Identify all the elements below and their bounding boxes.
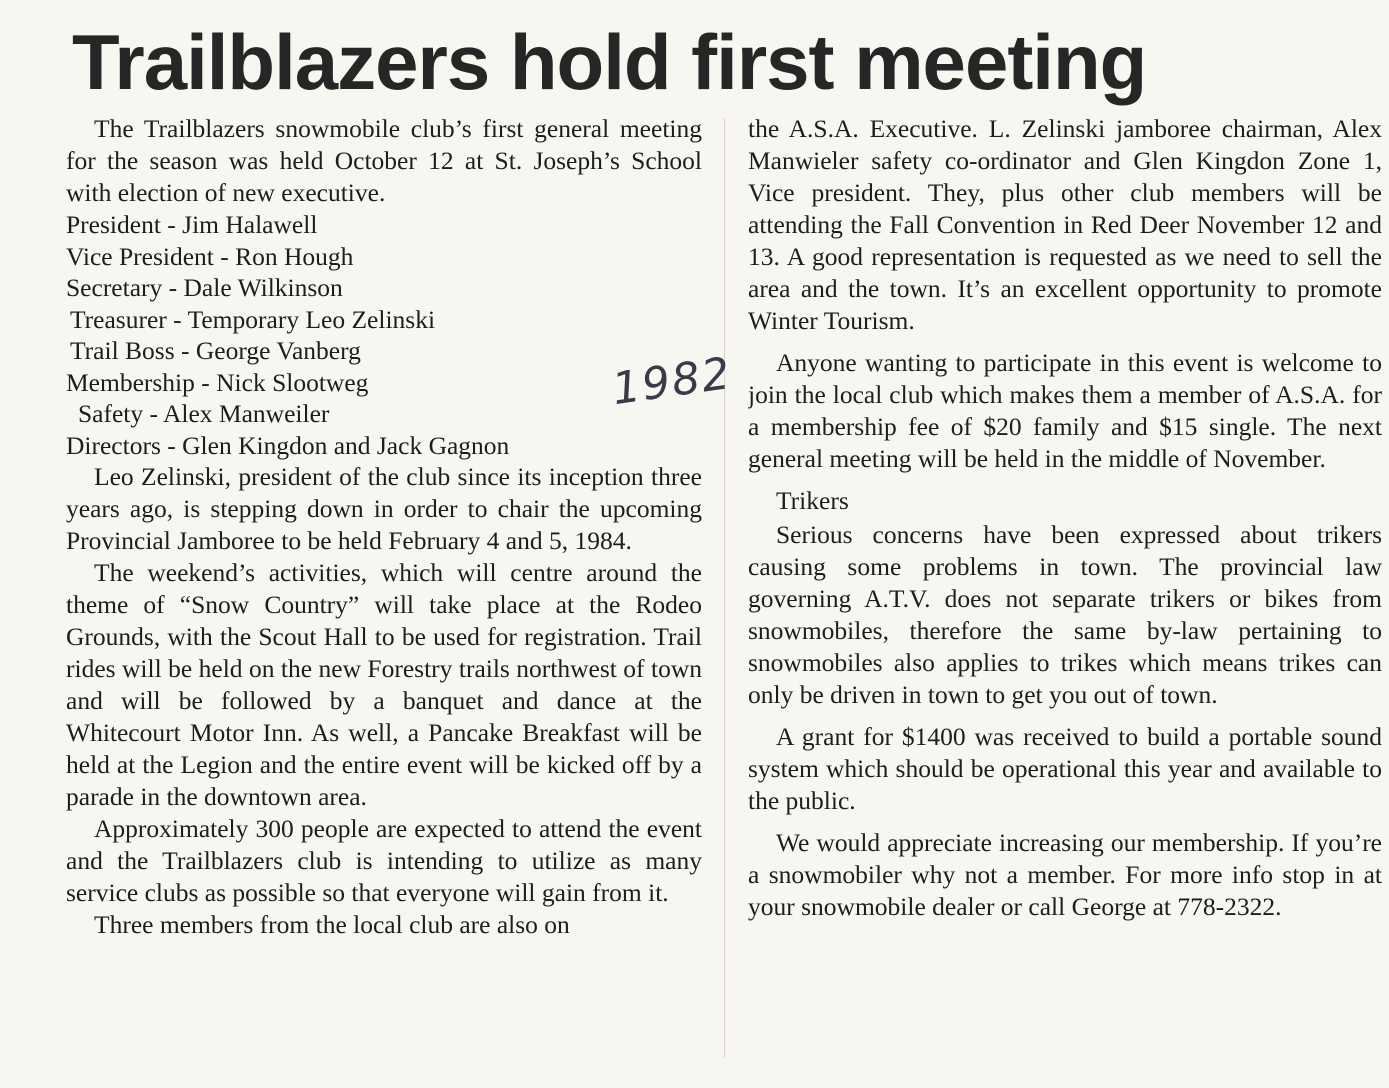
body-paragraph: Approximately 300 people are expected to attend the event and the Trailblazers club is intending to utilize as many service clubs as possible so that everyone will gain from it. [66,814,702,907]
executive-list [66,209,702,461]
executive-item-safety: Safety - Alex Manweiler [78,399,330,428]
article-column-left [66,113,702,1088]
executive-item-secretary: Secretary - Dale Wilkinson [66,273,343,302]
executive-item-treasurer: Treasurer - Temporary Leo Zelinski [70,304,436,334]
body-paragraph: Leo Zelinski, president of the club since its inception three years ago, is stepping down in order to chair the upcoming Provincial Jamboree to be held February 4 and 5, 1984. [66,462,702,555]
executive-item-membership: Membership - Nick Slootweg [66,367,369,397]
subheading-trikers: Trikers [776,486,849,515]
headline: Trailblazers hold first meeting [72,18,1147,106]
body-paragraph: We would appreciate increasing our membership. If you’re a snowmobiler why not a member. For more info stop in at your snowmobile dealer or call George at 778-2322. [748,828,1382,921]
executive-item-president: President - Jim Halawell [66,210,318,239]
body-paragraph: Three members from the local club are also on [94,910,570,939]
article-column-right [748,113,1382,1073]
body-paragraph: Serious concerns have been expressed about trikers causing some problems in town. The provincial law governing A.T.V. does not separate trikers or bikes from snowmobiles, therefore the same by-law pertaining to snowmobiles also applies to trikes which means trikes can only be driven in town to get you out of town. [748,520,1382,709]
body-paragraph: the A.S.A. Executive. L. Zelinski jamboree chairman, Alex Manwieler safety co-ordinator and Glen Kingdon Zone 1, Vice president. They, plus other club members will be attending the Fall Convention in Red Deer November 12 and 13. A good representation is requested as we need to sell the area and the town. It’s an excellent opportunity to promote Winter Tourism. [748,114,1382,335]
column-divider [724,118,725,1058]
intro-paragraph: The Trailblazers snowmobile club’s first general meeting for the season was held October 12 at St. Joseph’s School with election of new executive. [66,114,702,207]
handwritten-year-note: 1982 [609,347,735,416]
executive-item-trail-boss: Trail Boss - George Vanberg [70,336,361,365]
executive-item-directors: Directors - Glen Kingdon and Jack Gagnon [66,430,510,460]
body-paragraph: Anyone wanting to participate in this event is welcome to join the local club which makes them a member of A.S.A. for a membership fee of $20 family and $15 single. The next general meeting will be held in the middle of November. [748,348,1382,473]
executive-item-vice-president: Vice President - Ron Hough [66,241,354,271]
body-paragraph: The weekend’s activities, which will centre around the theme of “Snow Country” will take place at the Rodeo Grounds, with the Scout Hall to be used for registration. Trail rides will be held on the new Forestry trails northwest of town and will be followed by a banquet and dance at the Whitecourt Motor Inn. As well, a Pancake Breakfast will be held at the Legion and the entire event will be kicked off by a parade in the downtown area. [66,558,702,811]
body-paragraph: A grant for $1400 was received to build a portable sound system which should be operational this year and available to the public. [748,722,1382,815]
